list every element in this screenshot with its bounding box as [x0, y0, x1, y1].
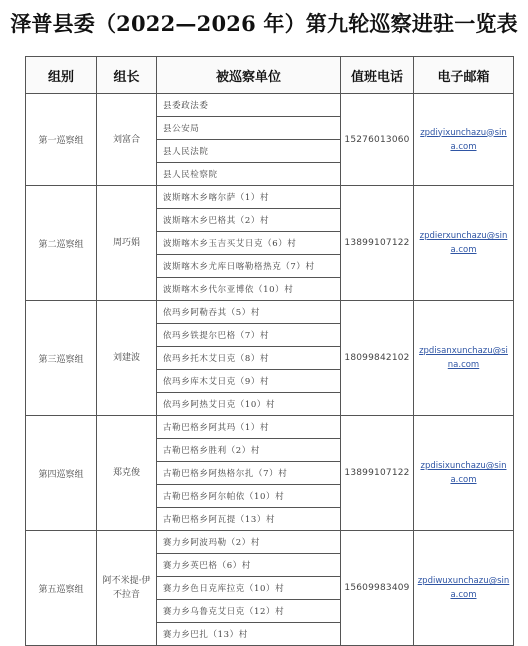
- leader-cell: 刘富合: [97, 94, 157, 186]
- group-cell: 第一巡察组: [26, 94, 97, 186]
- inspected-unit: 波斯喀木乡巴格其（2）村: [157, 209, 341, 232]
- group-cell: 第五巡察组: [26, 531, 97, 646]
- email-link[interactable]: zpdiwuxunchazu@sina.com: [414, 531, 514, 646]
- inspected-unit: 县人民法院: [157, 140, 341, 163]
- leader-cell: 阿不米提·伊不拉音: [97, 531, 157, 646]
- table-body: [26, 94, 514, 646]
- email-link[interactable]: zpdierxunchazu@sina.com: [414, 186, 514, 301]
- inspected-unit: 依玛乡托木艾日克（8）村: [157, 347, 341, 370]
- table-header-row: [26, 57, 514, 94]
- inspected-unit: 县人民检察院: [157, 163, 341, 186]
- leader-cell: 刘建波: [97, 301, 157, 416]
- table-row: [26, 94, 514, 117]
- email-link[interactable]: zpdisixunchazu@sina.com: [414, 416, 514, 531]
- inspected-unit: 波斯喀木乡玉吉买艾日克（6）村: [157, 232, 341, 255]
- duty-phone: 13899107122: [341, 186, 414, 301]
- header-phone: 值班电话: [341, 57, 414, 94]
- duty-phone: 15276013060: [341, 94, 414, 186]
- group-cell: 第二巡察组: [26, 186, 97, 301]
- inspected-unit: 赛力乡乌鲁克艾日克（12）村: [157, 600, 341, 623]
- header-email: 电子邮箱: [414, 57, 514, 94]
- inspection-table: [25, 56, 514, 646]
- inspected-unit: 波斯喀木乡代尔亚博依（10）村: [157, 278, 341, 301]
- inspected-unit: 赛力乡英巴格（6）村: [157, 554, 341, 577]
- table-row: [26, 416, 514, 439]
- inspected-unit: 古勒巴格乡阿瓦提（13）村: [157, 508, 341, 531]
- inspected-unit: 县公安局: [157, 117, 341, 140]
- inspected-unit: 县委政法委: [157, 94, 341, 117]
- inspected-unit: 古勒巴格乡阿尔帕依（10）村: [157, 485, 341, 508]
- inspected-unit: 依玛乡阿热艾日克（10）村: [157, 393, 341, 416]
- email-link[interactable]: zpdiyixunchazu@sina.com: [414, 94, 514, 186]
- inspected-unit: 依玛乡铁提尔巴格（7）村: [157, 324, 341, 347]
- duty-phone: 18099842102: [341, 301, 414, 416]
- inspected-unit: 赛力乡巴扎（13）村: [157, 623, 341, 646]
- leader-cell: 郑克俊: [97, 416, 157, 531]
- email-link[interactable]: zpdisanxunchazu@sina.com: [414, 301, 514, 416]
- header-units: 被巡察单位: [157, 57, 341, 94]
- inspected-unit: 波斯喀木乡尤库日喀勒格热克（7）村: [157, 255, 341, 278]
- inspected-unit: 依玛乡库木艾日克（9）村: [157, 370, 341, 393]
- table-row: [26, 531, 514, 554]
- inspected-unit: 依玛乡阿勒吞其（5）村: [157, 301, 341, 324]
- page-title: 泽普县委（2022—2026 年）第九轮巡察进驻一览表: [10, 11, 518, 36]
- group-cell: 第四巡察组: [26, 416, 97, 531]
- inspected-unit: 古勒巴格乡阿热格尔扎（7）村: [157, 462, 341, 485]
- inspected-unit: 波斯喀木乡喀尔萨（1）村: [157, 186, 341, 209]
- header-group: 组别: [26, 57, 97, 94]
- leader-cell: 周巧娟: [97, 186, 157, 301]
- inspected-unit: 赛力乡阿波玛勒（2）村: [157, 531, 341, 554]
- inspected-unit: 赛力乡色日克库拉克（10）村: [157, 577, 341, 600]
- group-cell: 第三巡察组: [26, 301, 97, 416]
- duty-phone: 15609983409: [341, 531, 414, 646]
- table-row: [26, 301, 514, 324]
- duty-phone: 13899107122: [341, 416, 414, 531]
- table-row: [26, 186, 514, 209]
- header-leader: 组长: [97, 57, 157, 94]
- inspected-unit: 古勒巴格乡阿其玛（1）村: [157, 416, 341, 439]
- inspected-unit: 古勒巴格乡胜利（2）村: [157, 439, 341, 462]
